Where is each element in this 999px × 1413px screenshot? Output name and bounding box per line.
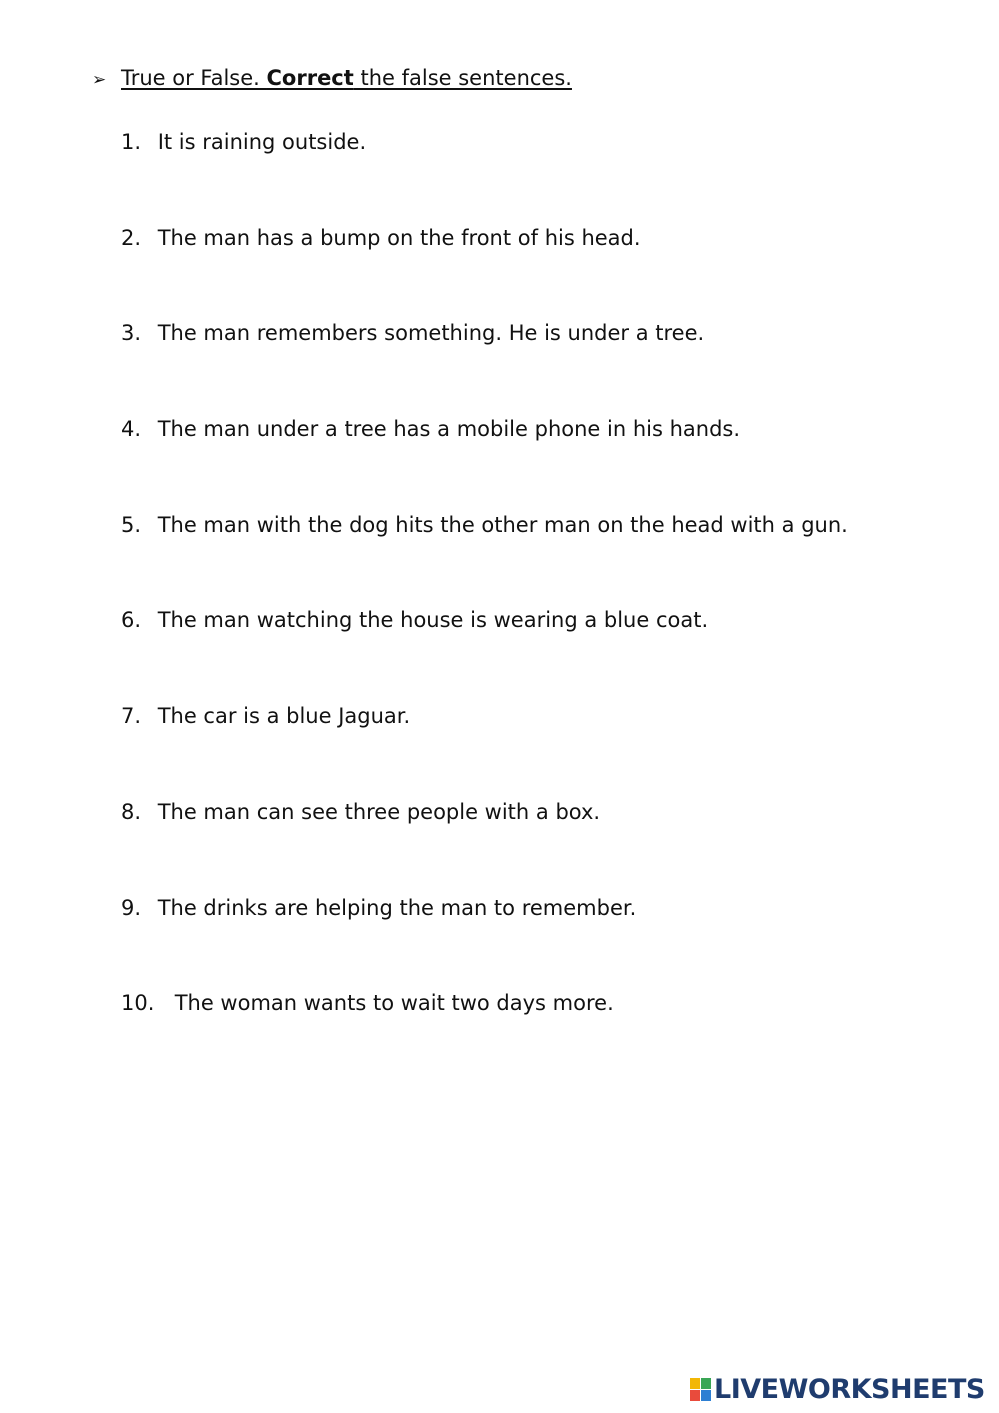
question-text: The drinks are helping the man to remember. [157, 895, 637, 920]
question-item [121, 702, 848, 798]
question-number: 10. [121, 991, 155, 1016]
instruction-bold: Correct [266, 66, 354, 90]
instruction-prefix: True or False. [121, 66, 267, 90]
question-item [121, 224, 848, 320]
instruction-text [121, 66, 572, 90]
question-text: The man under a tree has a mobile phone in his hands. [157, 417, 741, 442]
logo-tile-yellow [690, 1378, 700, 1389]
question-text: The man watching the house is wearing a blue coat. [157, 608, 709, 633]
question-number: 8. [121, 799, 142, 824]
question-number: 9. [121, 895, 142, 920]
question-text: The car is a blue Jaguar. [157, 704, 411, 729]
arrow-bullet-icon: ➢ [92, 70, 107, 90]
instruction-suffix: the false sentences. [353, 66, 572, 90]
question-text: The man remembers something. He is under a tree. [157, 321, 705, 346]
question-text: The man has a bump on the front of his head. [157, 225, 641, 250]
question-number: 5. [121, 512, 142, 537]
liveworksheets-logo-icon [690, 1378, 711, 1401]
question-text: The man can see three people with a box. [157, 799, 601, 824]
instruction-line [92, 64, 572, 94]
question-item [121, 415, 848, 511]
question-number: 1. [121, 130, 142, 154]
question-item [121, 894, 848, 990]
question-item [121, 128, 848, 224]
question-text: The man with the dog hits the other man on the head with a gun. [157, 512, 848, 537]
question-item [121, 511, 848, 607]
question-item [121, 606, 848, 702]
question-number: 2. [121, 225, 142, 250]
question-text: It is raining outside. [157, 130, 367, 154]
liveworksheets-logo-text: LIVEWORKSHEETS [714, 1373, 985, 1405]
question-text: The woman wants to wait two days more. [174, 991, 614, 1016]
logo-tile-blue [701, 1390, 711, 1401]
question-list [121, 128, 848, 1085]
logo-tile-green [701, 1378, 711, 1389]
question-number: 6. [121, 608, 142, 633]
question-item [121, 319, 848, 415]
liveworksheets-logo [690, 1372, 985, 1406]
question-item [121, 989, 848, 1085]
question-number: 4. [121, 417, 142, 442]
question-number: 3. [121, 321, 142, 346]
question-number: 7. [121, 704, 142, 729]
question-item [121, 798, 848, 894]
logo-tile-red [690, 1390, 700, 1401]
